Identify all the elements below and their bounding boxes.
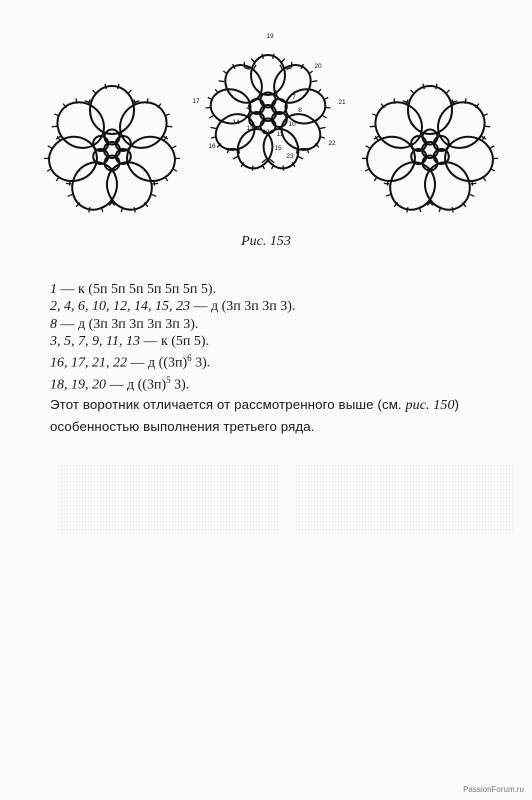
picot — [66, 183, 71, 184]
picot — [273, 54, 274, 59]
picot — [490, 146, 495, 149]
picot — [105, 84, 106, 89]
picot — [298, 157, 303, 160]
picot — [172, 146, 177, 149]
picot — [134, 207, 135, 212]
paragraph-text: Этот воротник отличается от рассмотренного выше (см. — [50, 397, 406, 412]
instruction-row — [50, 350, 295, 372]
ring-formula: — д (3п 3п 3п 3п 3п 3). — [57, 316, 199, 332]
picot — [436, 84, 437, 89]
center-motif-outer-ring — [209, 107, 261, 156]
ring-formula: — к (5п 5п 5п 5п 5п 5п 5). — [57, 282, 217, 297]
picot — [219, 81, 224, 82]
picot — [281, 59, 285, 63]
picot — [252, 165, 253, 170]
instruction-row — [50, 333, 295, 350]
ring-number-label: 10 — [288, 121, 296, 128]
ring-formula: — д ((3п) — [127, 355, 188, 371]
ring-formula: — д ((3п) — [106, 377, 167, 393]
ring-number-label: 12 — [262, 129, 270, 136]
picot — [233, 157, 238, 160]
exponent: 5 — [166, 375, 171, 386]
picot — [452, 207, 453, 212]
picot — [472, 180, 473, 185]
ring-numbers: 2, 4, 6, 10, 12, 14, 15, 23 — [50, 299, 190, 315]
picot — [471, 183, 476, 184]
picot — [239, 148, 240, 153]
body-paragraph — [50, 394, 520, 437]
picot — [312, 81, 317, 82]
left-motif-outer-ring — [64, 155, 124, 217]
tatting-collar-diagram — [0, 0, 532, 240]
picot — [211, 127, 216, 128]
picot — [118, 84, 119, 89]
picot — [411, 90, 415, 94]
picot — [76, 98, 77, 103]
instruction-row — [50, 316, 295, 333]
paragraph-text-end: ) особенностью выполнения третьего ряда. — [50, 397, 460, 434]
picot — [322, 115, 327, 118]
instruction-row — [50, 372, 295, 394]
ring-number-label: 20 — [314, 63, 322, 70]
picot — [68, 194, 73, 196]
ring-number-label: 11 — [276, 131, 284, 138]
ring-number-label: 4 — [246, 105, 250, 112]
picot — [209, 115, 214, 118]
right-motif-outer-ring — [382, 155, 442, 217]
picot — [394, 98, 395, 103]
picot — [320, 127, 325, 128]
ring-numbers: 1 — [50, 282, 57, 297]
figure-caption: Рис. 153 — [241, 234, 291, 249]
picot — [446, 90, 450, 94]
ring-numbers: 8 — [50, 316, 57, 332]
picot — [384, 183, 389, 184]
ring-formula-tail: 3). — [170, 377, 190, 393]
ring-number-label: 6 — [274, 90, 278, 97]
figure-reference: рис. 150 — [405, 398, 455, 413]
ring-numbers: 16, 17, 21, 22 — [50, 355, 127, 371]
picot — [465, 98, 466, 103]
ring-number-label: 23 — [286, 153, 294, 160]
ring-number-label: 7 — [292, 94, 296, 101]
watermark: PassionForum.ru — [463, 785, 524, 794]
picot — [128, 90, 132, 94]
picot — [154, 180, 155, 185]
ring-formula-tail: 3). — [191, 355, 211, 371]
picot — [407, 207, 408, 212]
ring-number-label: 16 — [208, 143, 216, 150]
ring-numbers: 18, 19, 20 — [50, 377, 106, 393]
left-motif-outer-ring — [99, 155, 159, 217]
ring-number-label: 17 — [192, 98, 200, 105]
picot — [151, 194, 156, 196]
ring-number-label: 8 — [298, 107, 302, 114]
picot — [153, 183, 158, 184]
picot — [93, 90, 97, 94]
ring-formula: — к (5п 5). — [139, 333, 210, 349]
picot — [469, 194, 474, 196]
center-motif-outer-ring — [251, 55, 285, 95]
picot — [89, 207, 90, 212]
picot — [366, 146, 371, 149]
scan-smudge — [296, 464, 514, 534]
picot — [147, 98, 148, 103]
ring-number-label: 15 — [274, 145, 282, 152]
scan-smudge — [58, 464, 280, 534]
ring-number-label: 21 — [338, 99, 346, 106]
picot — [283, 165, 284, 170]
instruction-list — [50, 281, 295, 394]
ring-numbers: 3, 5, 7, 9, 11, 13 — [50, 333, 140, 349]
picot — [220, 90, 225, 92]
instruction-row — [50, 281, 295, 298]
picot — [423, 84, 424, 89]
picot — [48, 146, 53, 149]
ring-number-label: 22 — [328, 140, 336, 147]
right-motif-outer-ring — [417, 155, 477, 217]
exponent: 6 — [187, 353, 192, 364]
picot — [387, 180, 388, 185]
instruction-row — [50, 298, 295, 315]
ring-number-label: 14 — [232, 119, 240, 126]
ring-number-label: 5 — [258, 91, 262, 98]
ring-number-label: 19 — [266, 33, 274, 40]
ring-number-label: 13 — [246, 125, 254, 132]
picot — [262, 54, 263, 59]
picot — [251, 59, 255, 63]
picot — [69, 180, 70, 185]
ring-formula: — д (3п 3п 3п 3). — [190, 299, 296, 315]
picot — [386, 194, 391, 196]
